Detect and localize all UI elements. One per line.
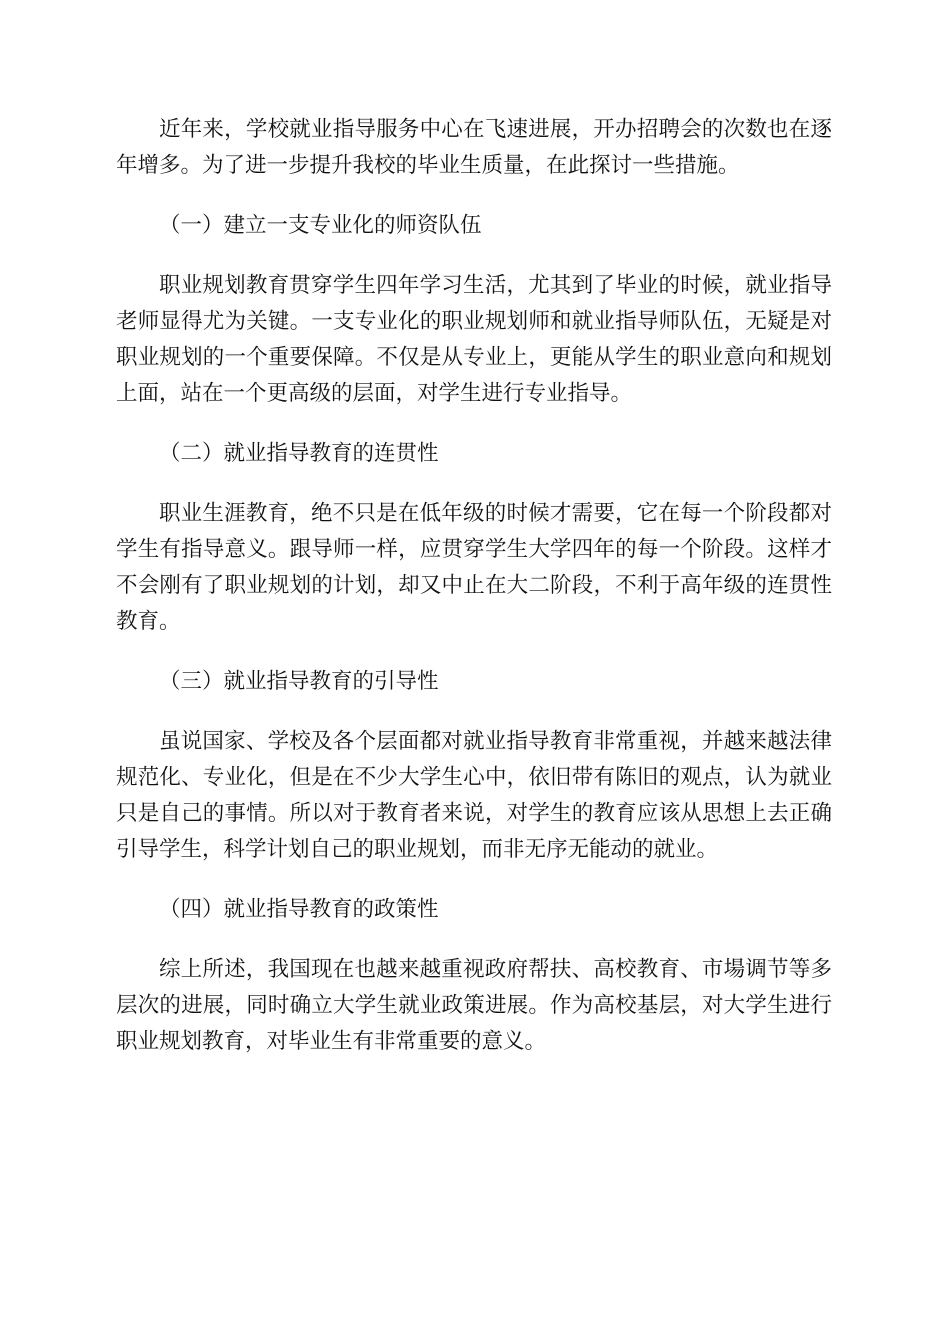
section-heading-3: （三）就业指导教育的引导性: [159, 669, 439, 694]
document-body: [116, 112, 832, 1084]
section-1-paragraph: 职业规划教育贯穿学生四年学习生活，尤其到了毕业的时候，就业指导老师显得尤为关键。一支专业化的职业规划师和就业指导师队伍，无疑是对职业规划的一个重要保障。不仅是从专业上，更能从学生的职业意向和规划上面，站在一个更高级的层面，对学生进行专业指导。: [116, 273, 832, 406]
section-2-paragraph: 职业生涯教育，绝不只是在低年级的时候才需要，它在每一个阶段都对学生有指导意义。跟导师一样，应贯穿学生大学四年的每一个阶段。这样才不会刚有了职业规划的计划，却又中止在大二阶段，不利于高年级的连贯性教育。: [116, 501, 832, 634]
section-4-paragraph: 综上所述，我国现在也越来越重视政府帮扶、高校教育、市場调节等多层次的进展，同时确立大学生就业政策进展。作为高校基层，对大学生进行职业规划教育，对毕业生有非常重要的意义。: [116, 957, 832, 1054]
section-heading-4: （四）就业指导教育的政策性: [159, 897, 439, 922]
section-heading-1: （一）建立一支专业化的师资队伍: [159, 213, 482, 238]
intro-paragraph: 近年来，学校就业指导服务中心在飞速进展，开办招聘会的次数也在逐年增多。为了进一步提升我校的毕业生质量，在此探讨一些措施。: [116, 117, 832, 178]
section-3-paragraph: 虽说国家、学校及各个层面都对就业指导教育非常重视，并越来越法律规范化、专业化，但是在不少大学生心中，依旧带有陈旧的观点，认为就业只是自己的事情。所以对于教育者来说，对学生的教育应该从思想上去正确引导学生，科学计划自己的职业规划，而非无序无能动的就业。: [116, 729, 832, 862]
section-heading-2: （二）就业指导教育的连贯性: [159, 441, 439, 466]
